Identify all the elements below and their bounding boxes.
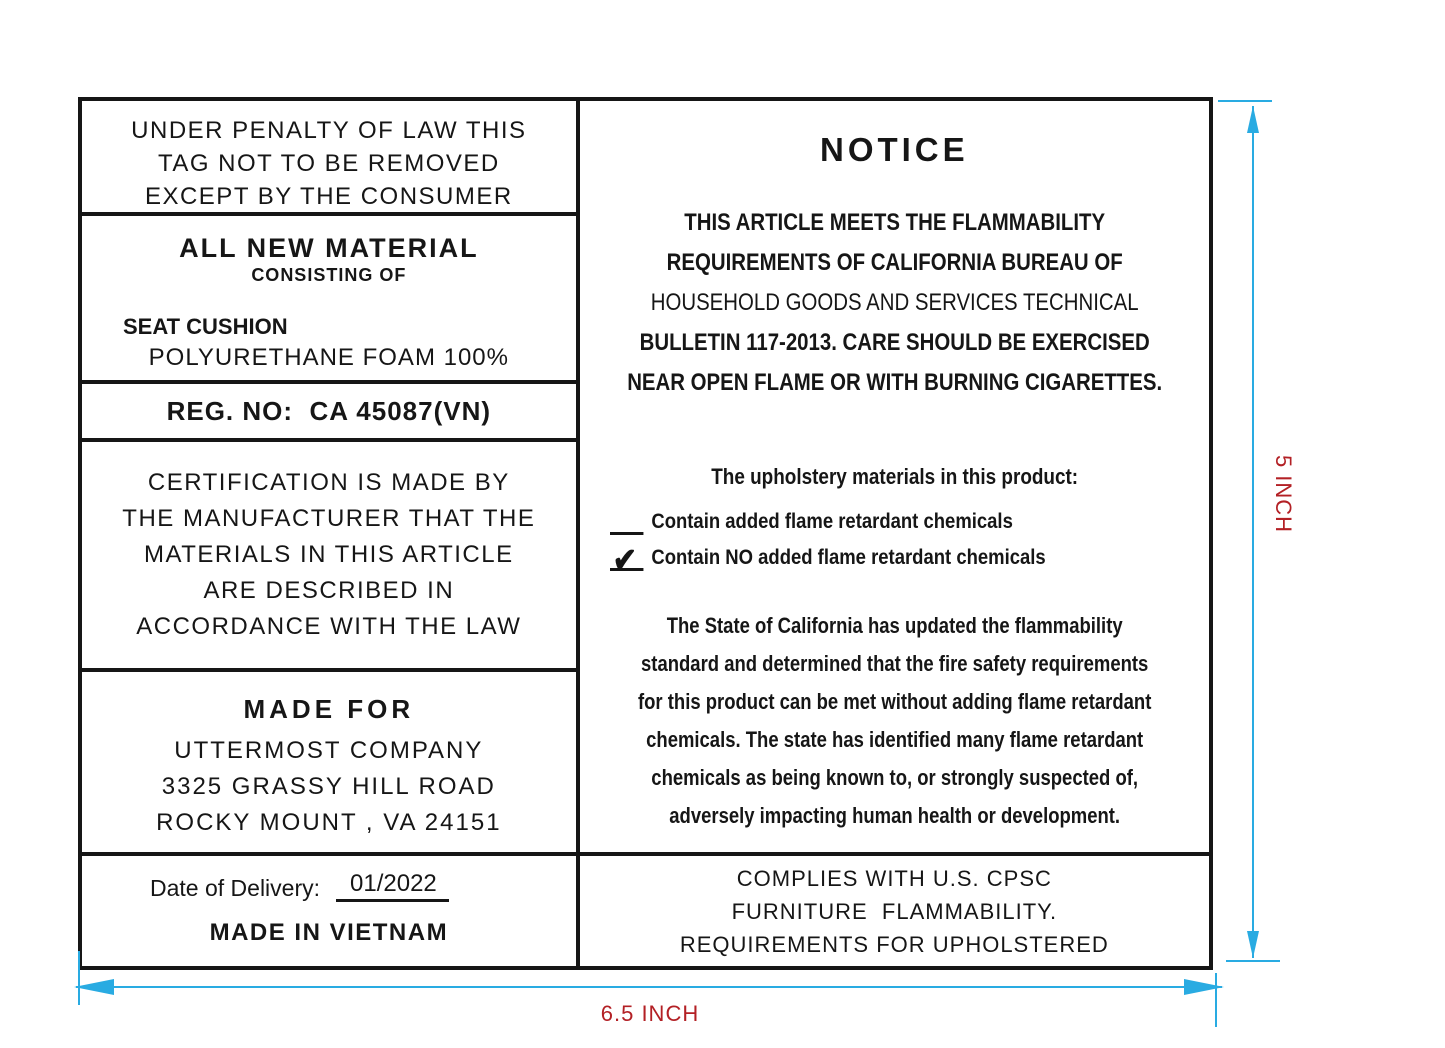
compliance-line: REQUIREMENTS FOR UPHOLSTERED [679, 931, 1109, 957]
label-left-column [82, 101, 580, 966]
option-blank-line [610, 541, 643, 578]
certification-section [82, 442, 576, 672]
arrow-left-icon [74, 979, 114, 995]
certification-line: MATERIALS IN THIS ARTICLE [144, 541, 514, 568]
flammability-line: BULLETIN 117-2013. CARE SHOULD BE EXERCISED [639, 329, 1150, 356]
california-line: for this product can be met without adding flame retardant [637, 689, 1152, 714]
material-subtitle: CONSISTING OF [251, 265, 407, 285]
flame-retardant-options [580, 499, 1209, 578]
compliance-line: FURNITURE FLAMMABILITY. [731, 898, 1058, 924]
company-name: UTTERMOST COMPANY [174, 737, 484, 764]
certification-line: THE MANUFACTURER THAT THE [122, 505, 536, 532]
made-for-title: MADE FOR [243, 694, 415, 724]
certification-line: ARE DESCRIBED IN [203, 577, 455, 604]
upholstery-heading: The upholstery materials in this product: [710, 464, 1078, 489]
penalty-section [82, 101, 576, 216]
material-title: ALL NEW MATERIAL [179, 233, 479, 263]
material-section [82, 216, 576, 384]
california-line: adversely impacting human health or development. [668, 803, 1120, 828]
option-contains-chemicals [610, 499, 1137, 535]
registration-section [82, 384, 576, 442]
law-label [78, 97, 1213, 970]
label-right-column [580, 101, 1209, 966]
california-paragraph [580, 607, 1209, 835]
made-for-section [82, 672, 576, 856]
california-line: chemicals as being known to, or strongly suspected of, [650, 765, 1138, 790]
option-label: Contain added flame retardant chemicals [651, 510, 1013, 533]
dimension-tick [78, 951, 80, 1005]
penalty-line: TAG NOT TO BE REMOVED [157, 150, 500, 177]
california-line: The State of California has updated the flammability [666, 613, 1123, 638]
registration-number: REG. NO: CA 45087(VN) [166, 395, 492, 426]
delivery-date-row [150, 871, 576, 902]
option-label: Contain NO added flame retardant chemicals [651, 546, 1046, 569]
flammability-line: NEAR OPEN FLAME OR WITH BURNING CIGARETTES. [626, 369, 1162, 396]
arrow-down-icon [1247, 931, 1259, 958]
flammability-line: REQUIREMENTS OF CALIFORNIA BUREAU OF [666, 249, 1123, 276]
option-blank-line [610, 508, 643, 535]
flammability-paragraph [580, 203, 1209, 403]
width-dimension-line [76, 986, 1222, 988]
dimension-tick [1226, 960, 1280, 962]
compliance-line: COMPLIES WITH U.S. CPSC [736, 865, 1052, 891]
california-line: chemicals. The state has identified many flame retardant [645, 727, 1143, 752]
penalty-line: EXCEPT BY THE CONSUMER [144, 183, 513, 210]
width-dimension-label: 6.5 INCH [600, 1001, 700, 1026]
filling-material: POLYURETHANE FOAM 100% [148, 344, 509, 371]
flammability-line: THIS ARTICLE MEETS THE FLAMMABILITY [683, 209, 1105, 236]
option-no-chemicals-checked [610, 535, 1137, 578]
company-city: ROCKY MOUNT , VA 24151 [156, 809, 502, 836]
height-dimension-label: 5 INCH [1271, 454, 1296, 534]
country-of-origin: MADE IN VIETNAM [209, 919, 449, 946]
origin-section [82, 856, 576, 966]
checkmark-icon: ✔ [612, 541, 637, 578]
arrow-up-icon [1247, 106, 1259, 133]
notice-section [580, 101, 1209, 856]
component-name: SEAT CUSHION [123, 314, 288, 339]
cpsc-compliance-section [580, 856, 1209, 966]
height-dimension-line [1252, 106, 1254, 958]
certification-line: CERTIFICATION IS MADE BY [147, 469, 510, 496]
arrow-right-icon [1184, 979, 1224, 995]
notice-title: NOTICE [819, 131, 969, 168]
delivery-date-label: Date of Delivery: [150, 875, 321, 901]
certification-line: ACCORDANCE WITH THE LAW [136, 613, 522, 640]
delivery-date-value: 01/2022 [336, 871, 449, 902]
california-line: standard and determined that the fire safety requirements [640, 651, 1148, 676]
dimension-tick [1218, 100, 1272, 102]
penalty-line: UNDER PENALTY OF LAW THIS [131, 117, 527, 144]
company-street: 3325 GRASSY HILL ROAD [161, 773, 496, 800]
flammability-line: HOUSEHOLD GOODS AND SERVICES TECHNICAL [650, 289, 1139, 316]
